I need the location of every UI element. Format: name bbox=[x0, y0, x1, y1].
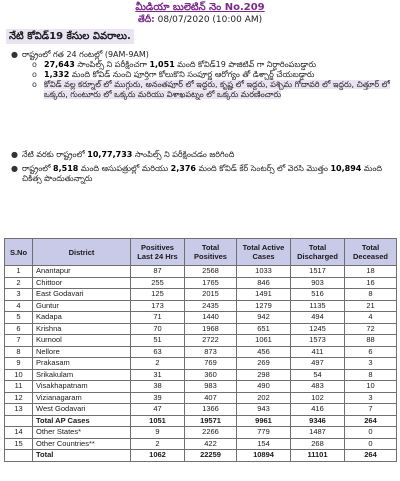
bulletin-date bbox=[0, 14, 400, 26]
cell-district: East Godavari bbox=[33, 289, 131, 301]
cell-sno: 15 bbox=[5, 438, 33, 450]
cell-active: 298 bbox=[237, 369, 291, 381]
cell-total-positives: 1765 bbox=[185, 277, 237, 289]
cell-district: Kurnool bbox=[33, 335, 131, 347]
cell-deceased: 21 bbox=[345, 300, 397, 312]
cell-total-positives: 2722 bbox=[185, 335, 237, 347]
treatment-pre: రాష్ట్రంలో bbox=[22, 164, 54, 173]
cell-district: Krishna bbox=[33, 323, 131, 335]
cell-total-positives: 360 bbox=[185, 369, 237, 381]
col-header-deceased: Total Deceased bbox=[345, 239, 397, 266]
col-header-positives-24h: Positives Last 24 Hrs bbox=[131, 239, 185, 266]
cell-deceased: 264 bbox=[345, 415, 397, 427]
cell-active: 154 bbox=[237, 438, 291, 450]
care-center-count: 2,376 bbox=[170, 164, 196, 173]
samples-text: సాంపిల్స్ ని పరీక్షించగా bbox=[74, 60, 150, 69]
cell-total-positives: 983 bbox=[185, 381, 237, 393]
bullet-total-samples bbox=[8, 150, 396, 160]
cell-discharged: 54 bbox=[291, 369, 345, 381]
cell-deceased: 3 bbox=[345, 358, 397, 370]
cell-deceased: 8 bbox=[345, 369, 397, 381]
cell-sno: 13 bbox=[5, 404, 33, 416]
treatment-mid2: మంది కోవిడ్ కేర్ సెంటర్స్ లో వెరసి మొత్తం bbox=[195, 164, 331, 173]
cell-active: 456 bbox=[237, 346, 291, 358]
table-row bbox=[5, 358, 397, 370]
treatment-post: మంది చికిత్స పొందుతున్నారు bbox=[22, 164, 383, 183]
cell-active: 269 bbox=[237, 358, 291, 370]
cell-deceased: 8 bbox=[345, 289, 397, 301]
cell-active: 1033 bbox=[237, 266, 291, 278]
bullet-deaths bbox=[8, 80, 396, 100]
bullet-24hrs: ● రాష్ట్రంలో గత 24 గంటల్లో (9AM-9AM) bbox=[8, 50, 396, 60]
cell-deceased: 4 bbox=[345, 312, 397, 324]
bullet-discharged bbox=[8, 70, 396, 80]
cell-deceased: 0 bbox=[345, 438, 397, 450]
table-row bbox=[5, 381, 397, 393]
cell-total-positives: 769 bbox=[185, 358, 237, 370]
cell-total-positives: 22259 bbox=[185, 450, 237, 462]
positive-text: మంది కోవిడ్19 పాజిటివ్ గా నిర్ధారింపబడ్డారు bbox=[174, 60, 317, 69]
treatment-mid1: మంది ఆసుపత్రుల్లో మరియు bbox=[78, 164, 171, 173]
cell-deceased: 6 bbox=[345, 346, 397, 358]
cell-deceased: 18 bbox=[345, 266, 397, 278]
table-row bbox=[5, 392, 397, 404]
positive-count: 1,051 bbox=[149, 60, 175, 69]
cell-total-positives: 407 bbox=[185, 392, 237, 404]
col-header-active: Total Active Cases bbox=[237, 239, 291, 266]
cell-deceased: 88 bbox=[345, 335, 397, 347]
cell-district: Prakasam bbox=[33, 358, 131, 370]
cell-total-positives: 1440 bbox=[185, 312, 237, 324]
total-samples-count: 10,77,733 bbox=[87, 150, 133, 159]
cell-deceased: 264 bbox=[345, 450, 397, 462]
cell-sno bbox=[5, 450, 33, 462]
discharged-count: 1,332 bbox=[44, 70, 70, 79]
cell-district: Total AP Cases bbox=[33, 415, 131, 427]
cell-positives-24h: 125 bbox=[131, 289, 185, 301]
cell-active: 490 bbox=[237, 381, 291, 393]
cell-discharged: 1487 bbox=[291, 427, 345, 439]
cell-deceased: 3 bbox=[345, 392, 397, 404]
cell-sno: 2 bbox=[5, 277, 33, 289]
hospital-count: 8,518 bbox=[53, 164, 79, 173]
cell-positives-24h: 87 bbox=[131, 266, 185, 278]
cell-total-positives: 873 bbox=[185, 346, 237, 358]
cell-discharged: 268 bbox=[291, 438, 345, 450]
cell-district: Total bbox=[33, 450, 131, 462]
table-row bbox=[5, 300, 397, 312]
cell-sno bbox=[5, 415, 33, 427]
cell-active: 1491 bbox=[237, 289, 291, 301]
cell-total-positives: 2015 bbox=[185, 289, 237, 301]
cell-discharged: 1517 bbox=[291, 266, 345, 278]
cell-positives-24h: 63 bbox=[131, 346, 185, 358]
cell-total-positives: 1968 bbox=[185, 323, 237, 335]
cell-sno: 14 bbox=[5, 427, 33, 439]
cell-positives-24h: 51 bbox=[131, 335, 185, 347]
district-cases-table bbox=[4, 238, 397, 462]
col-header-sno: S.No bbox=[5, 239, 33, 266]
cell-active: 651 bbox=[237, 323, 291, 335]
cell-positives-24h: 1062 bbox=[131, 450, 185, 462]
cell-discharged: 497 bbox=[291, 358, 345, 370]
table-row bbox=[5, 312, 397, 324]
total-samples-post: సాంపిల్స్ ని పరీక్షించడం జరిగింది bbox=[132, 150, 235, 159]
cell-positives-24h: 39 bbox=[131, 392, 185, 404]
table-row bbox=[5, 438, 397, 450]
cell-sno: 8 bbox=[5, 346, 33, 358]
cell-total-positives: 2568 bbox=[185, 266, 237, 278]
cell-deceased: 0 bbox=[345, 427, 397, 439]
table-row bbox=[5, 335, 397, 347]
bullet-samples-tested bbox=[8, 60, 396, 70]
cell-district: Other Countries** bbox=[33, 438, 131, 450]
cell-sno: 6 bbox=[5, 323, 33, 335]
cell-district: Visakhapatnam bbox=[33, 381, 131, 393]
cell-total-positives: 2266 bbox=[185, 427, 237, 439]
cell-discharged: 11101 bbox=[291, 450, 345, 462]
table-row bbox=[5, 369, 397, 381]
cell-discharged: 9346 bbox=[291, 415, 345, 427]
table-row bbox=[5, 277, 397, 289]
cell-positives-24h: 1051 bbox=[131, 415, 185, 427]
cell-discharged: 1573 bbox=[291, 335, 345, 347]
cell-deceased: 10 bbox=[345, 381, 397, 393]
cell-deceased: 72 bbox=[345, 323, 397, 335]
samples-count: 27,643 bbox=[44, 60, 75, 69]
cell-discharged: 903 bbox=[291, 277, 345, 289]
cell-deceased: 16 bbox=[345, 277, 397, 289]
cell-positives-24h: 9 bbox=[131, 427, 185, 439]
cell-positives-24h: 47 bbox=[131, 404, 185, 416]
cell-total-positives: 19571 bbox=[185, 415, 237, 427]
table-row bbox=[5, 427, 397, 439]
cell-active: 942 bbox=[237, 312, 291, 324]
table-row bbox=[5, 323, 397, 335]
cell-active: 9961 bbox=[237, 415, 291, 427]
cell-discharged: 416 bbox=[291, 404, 345, 416]
table-row bbox=[5, 415, 397, 427]
cell-positives-24h: 2 bbox=[131, 438, 185, 450]
cell-sno: 11 bbox=[5, 381, 33, 393]
date-value: 08/07/2020 (10:00 AM) bbox=[157, 15, 263, 25]
cell-positives-24h: 71 bbox=[131, 312, 185, 324]
cell-district: Srikakulam bbox=[33, 369, 131, 381]
cell-discharged: 1135 bbox=[291, 300, 345, 312]
cell-total-positives: 2435 bbox=[185, 300, 237, 312]
cell-district: Chittoor bbox=[33, 277, 131, 289]
cell-positives-24h: 31 bbox=[131, 369, 185, 381]
cell-active: 846 bbox=[237, 277, 291, 289]
summary-block-1 bbox=[8, 50, 396, 100]
cell-sno: 10 bbox=[5, 369, 33, 381]
table-header-row bbox=[5, 239, 397, 266]
cell-discharged: 516 bbox=[291, 289, 345, 301]
cell-district: West Godavari bbox=[33, 404, 131, 416]
cell-district: Vizianagaram bbox=[33, 392, 131, 404]
cell-sno: 5 bbox=[5, 312, 33, 324]
cell-district: Nellore bbox=[33, 346, 131, 358]
cell-district: Guntur bbox=[33, 300, 131, 312]
cell-discharged: 494 bbox=[291, 312, 345, 324]
cell-sno: 9 bbox=[5, 358, 33, 370]
discharged-text: మంది కోవిడ్ నుంచి పూర్తిగా కోలుకొని సంపూర్ణ ఆరోగ్యం తో డిశ్చార్జ్ చేయబడ్డారు bbox=[69, 70, 315, 79]
cell-active: 1279 bbox=[237, 300, 291, 312]
table-row bbox=[5, 450, 397, 462]
cell-deceased: 7 bbox=[345, 404, 397, 416]
cell-positives-24h: 38 bbox=[131, 381, 185, 393]
cell-active: 779 bbox=[237, 427, 291, 439]
date-label: తేదీ: bbox=[137, 15, 155, 25]
cell-sno: 1 bbox=[5, 266, 33, 278]
cell-district: Other States* bbox=[33, 427, 131, 439]
cell-positives-24h: 2 bbox=[131, 358, 185, 370]
cell-discharged: 411 bbox=[291, 346, 345, 358]
cell-discharged: 483 bbox=[291, 381, 345, 393]
cell-sno: 7 bbox=[5, 335, 33, 347]
section-title: నేటి కోవిడ్19 కేసుల వివరాలు. bbox=[6, 29, 134, 44]
cell-sno: 3 bbox=[5, 289, 33, 301]
cell-district: Kadapa bbox=[33, 312, 131, 324]
col-header-discharged: Total Discharged bbox=[291, 239, 345, 266]
bullet-under-treatment bbox=[8, 164, 396, 184]
table-row bbox=[5, 289, 397, 301]
total-treatment-count: 10,894 bbox=[330, 164, 362, 173]
summary-block-2 bbox=[8, 150, 396, 184]
cell-active: 1061 bbox=[237, 335, 291, 347]
cell-active: 10894 bbox=[237, 450, 291, 462]
cell-active: 943 bbox=[237, 404, 291, 416]
cell-positives-24h: 255 bbox=[131, 277, 185, 289]
cell-active: 202 bbox=[237, 392, 291, 404]
table-row bbox=[5, 404, 397, 416]
cell-discharged: 102 bbox=[291, 392, 345, 404]
table-row bbox=[5, 266, 397, 278]
cell-district: Anantapur bbox=[33, 266, 131, 278]
bulletin-header bbox=[0, 0, 400, 26]
cell-positives-24h: 70 bbox=[131, 323, 185, 335]
deaths-text: కోవిడ్ వల్ల కర్నూల్ లో ముగ్గురు, అనంతపూర్ లో ఇద్దరు, కృష్ణ లో ఇద్దరు, పశ్చిమ గోదావరి లో ఇద్దరు, చిత్తూర్ లో ఒక్కరు, గుంటూరు లో ఒక్కరు మరియు విశాఖపట్నం లో ఒక్కరు మరణించారు bbox=[44, 80, 390, 99]
table-row bbox=[5, 346, 397, 358]
cell-sno: 4 bbox=[5, 300, 33, 312]
cell-positives-24h: 173 bbox=[131, 300, 185, 312]
col-header-district: District bbox=[33, 239, 131, 266]
cell-total-positives: 1366 bbox=[185, 404, 237, 416]
bulletin-number: మీడియా బులెటిన్ నెం No.209 bbox=[135, 2, 265, 13]
col-header-total-positives: Total Positives bbox=[185, 239, 237, 266]
cell-sno: 12 bbox=[5, 392, 33, 404]
total-samples-pre: నేటి వరకు రాష్ట్రంలో bbox=[22, 150, 88, 159]
cell-total-positives: 422 bbox=[185, 438, 237, 450]
cell-discharged: 1245 bbox=[291, 323, 345, 335]
